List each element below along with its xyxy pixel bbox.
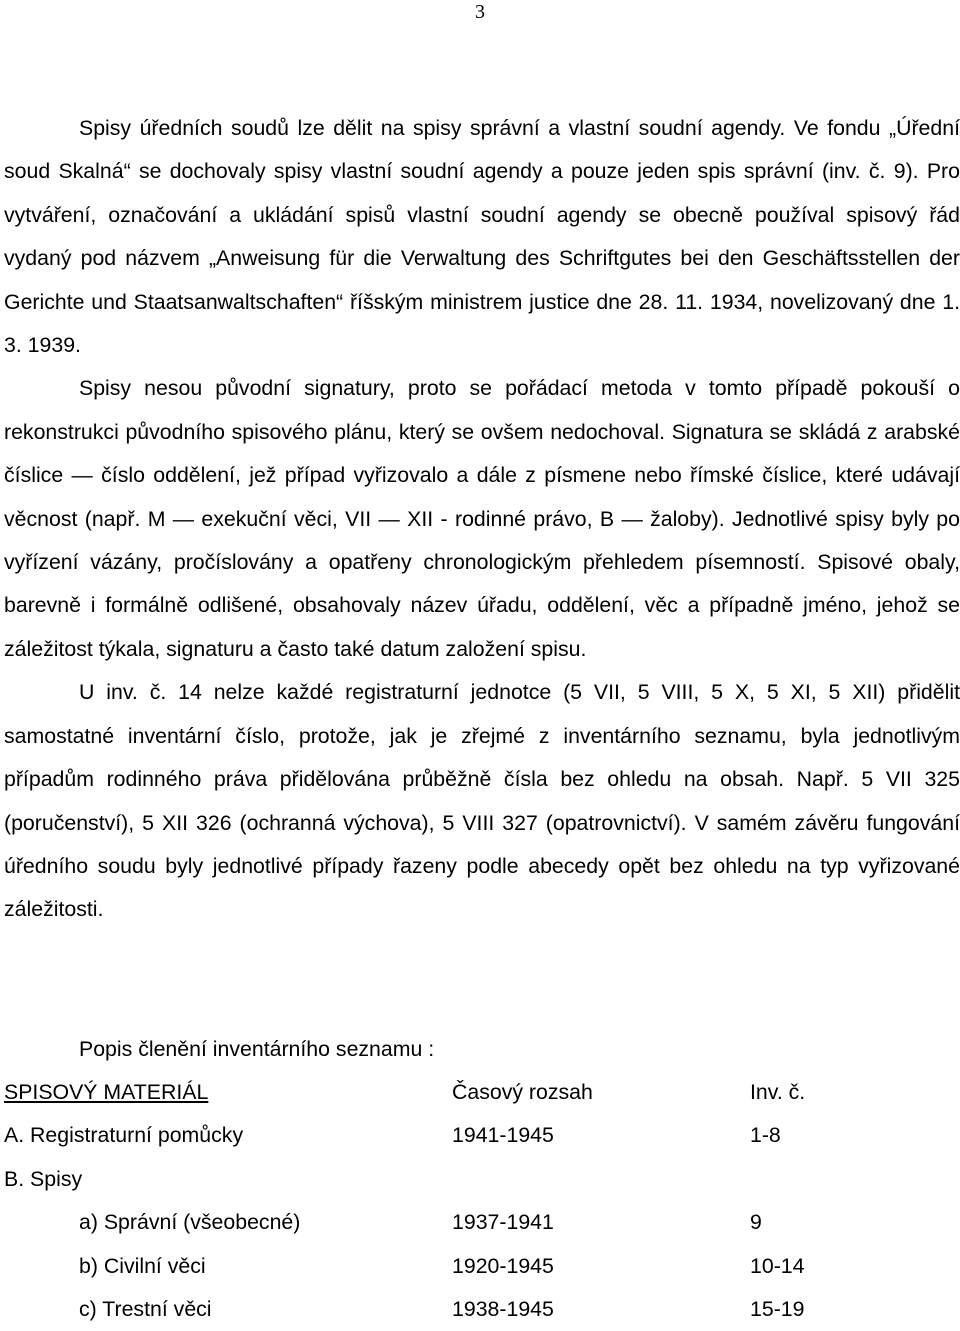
- row-material: a) Správní (všeobecné): [79, 1210, 301, 1235]
- paragraph-3: U inv. č. 14 nelze každé registraturní jednotce (5 VII, 5 VIII, 5 X, 5 XI, 5 XII) přidělit samostatné inventární číslo, protože, jak je zřejmé z inventárního seznamu, byla jednotlivým případům rodinného práva přidělována průběžně čísla bez ohledu na obsah. Např. 5 VII 325 (poručenství), 5 XII 326 (ochranná výchova), 5 VIII 327 (opatrovnictví). V samém závěru fungování úředního soudu byly jednotlivé případy řazeny podle abecedy opět bez ohledu na typ vyřizované záležitosti.: [4, 680, 960, 922]
- inventory-table: [4, 1071, 954, 1331]
- row-inv-number: 9: [750, 1210, 762, 1235]
- table-row: [4, 1158, 954, 1201]
- header-material: SPISOVÝ MATERIÁL: [4, 1080, 209, 1104]
- row-time-range: 1920-1945: [452, 1253, 554, 1278]
- page-number: 3: [475, 1, 485, 23]
- row-time-range: 1937-1941: [452, 1210, 554, 1235]
- row-inv-number: 1-8: [750, 1123, 781, 1148]
- header-inv-number: Inv. č.: [750, 1080, 806, 1104]
- row-material: B. Spisy: [4, 1166, 83, 1191]
- inventory-intro: Popis členění inventárního seznamu :: [79, 1037, 435, 1061]
- paragraph-2: Spisy nesou původní signatury, proto se pořádací metoda v tomto případě pokouší o rekonstrukci původního spisového plánu, který se ovšem nedochoval. Signatura se skládá z arabské číslice — číslo oddělení, jež případ vyřizovalo a dále z písmene nebo římské číslice, které udávají věcnost (např. M — exekuční věci, VII — XII - rodinné právo, B — žaloby). Jednotlivé spisy byly po vyřízení vázány, pročíslovány a opatřeny chronologickým přehledem písemností. Spisové obaly, barevně i formálně odlišené, obsahovaly název úřadu, oddělení, věc a případně jméno, jehož se záležitost týkala, signaturu a často také datum založení spisu.: [4, 376, 960, 661]
- row-material: A. Registraturní pomůcky: [4, 1123, 244, 1148]
- paragraph-1: Spisy úředních soudů lze dělit na spisy správní a vlastní soudní agendy. Ve fondu „Úřední soud Skalná“ se dochovaly spisy vlastní soudní agendy a pouze jeden spis správní (inv. č. 9). Pro vytváření, označování a ukládání spisů vlastní soudní agendy se obecně používal spisový řád vydaný pod názvem „Anweisung für die Verwaltung des Schriftgutes bei den Geschäftsstellen der Gerichte und Staatsanwaltschaften“ říšským ministrem justice dne 28. 11. 1934, novelizovaný dne 1. 3. 1939.: [4, 116, 960, 358]
- table-header-row: [4, 1071, 954, 1114]
- header-time-range: Časový rozsah: [452, 1080, 593, 1104]
- row-inv-number: 15-19: [750, 1296, 805, 1321]
- row-time-range: 1938-1945: [452, 1296, 554, 1321]
- row-inv-number: 10-14: [750, 1253, 805, 1278]
- body-text: [4, 107, 960, 932]
- table-row: [4, 1114, 954, 1157]
- row-time-range: 1941-1945: [452, 1123, 554, 1148]
- table-row: [4, 1245, 954, 1288]
- table-row: [4, 1201, 954, 1244]
- row-material: c) Trestní věci: [79, 1296, 212, 1321]
- row-material: b) Civilní věci: [79, 1253, 206, 1278]
